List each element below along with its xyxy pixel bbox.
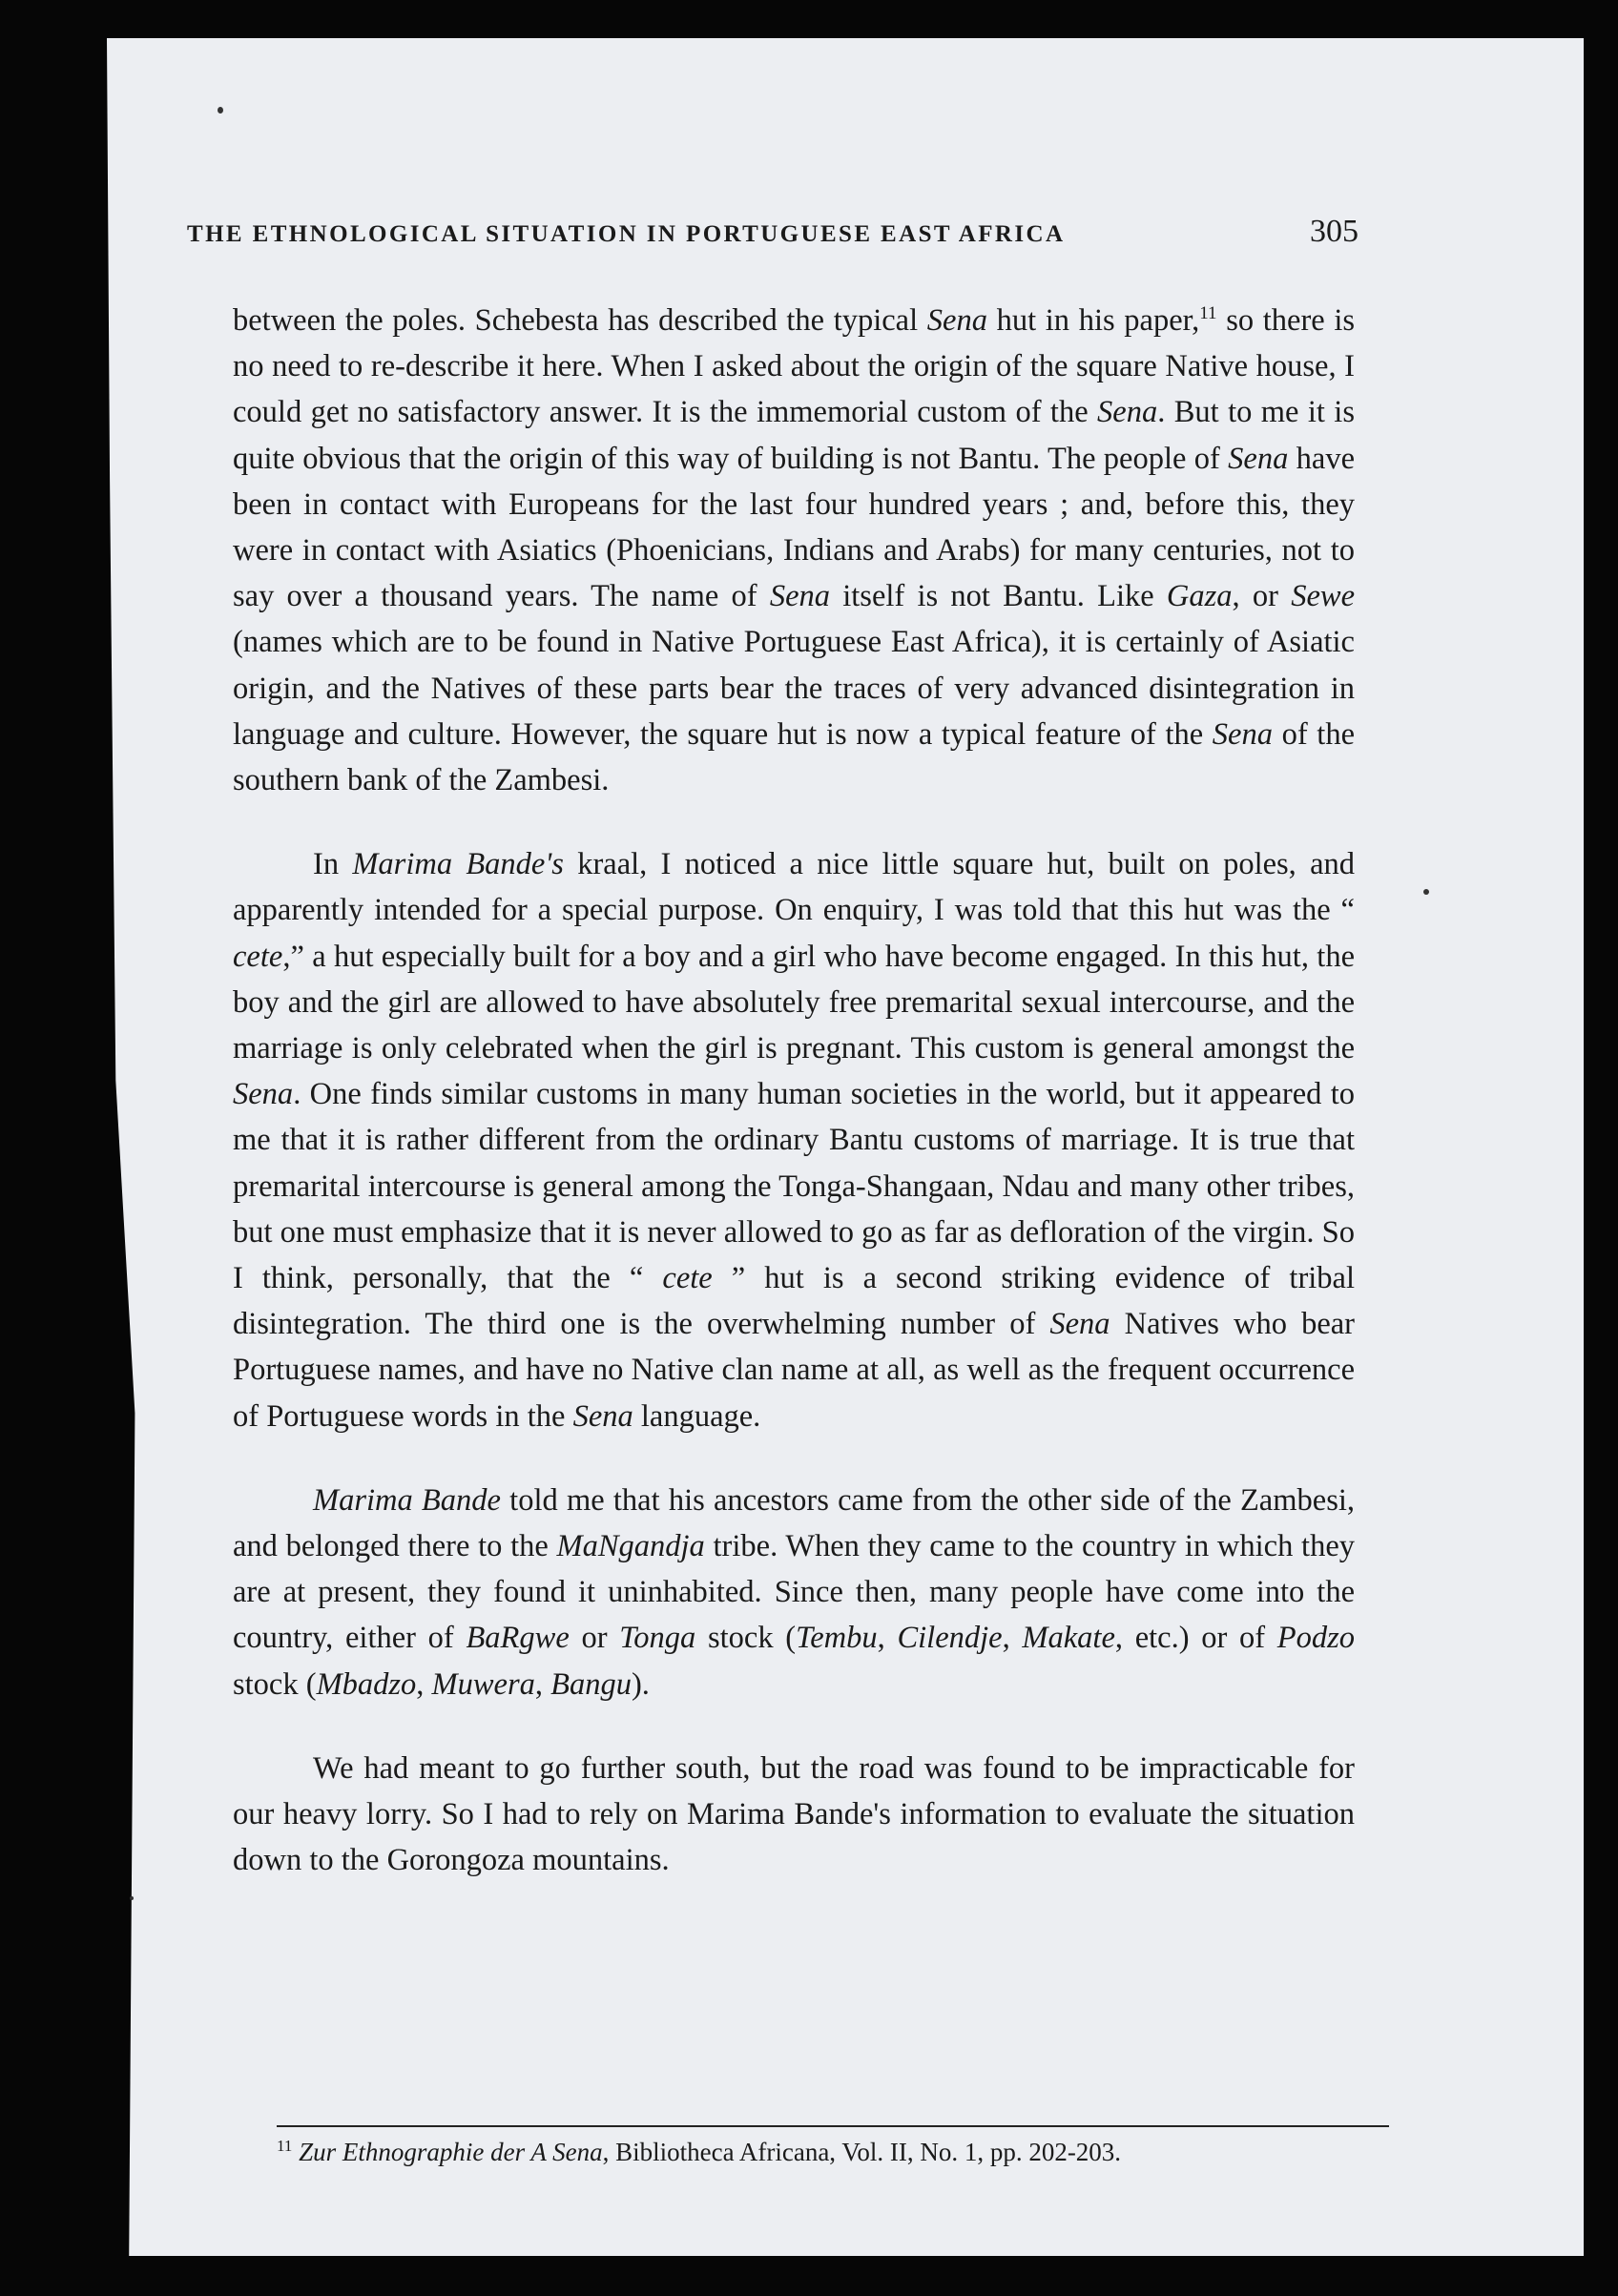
italic-text: Podzo	[1276, 1621, 1356, 1656]
text-run: In	[313, 847, 353, 882]
text-run: ).	[631, 1666, 650, 1702]
footnote	[277, 2133, 1399, 2171]
text-run: ” hut is a second striking evidence of tribal disintegration. The third one is the overwhelming number of	[233, 1261, 1355, 1342]
italic-text: Sewe	[1291, 579, 1355, 614]
italic-text: Muwera	[431, 1666, 535, 1702]
italic-text: Sena	[769, 579, 830, 614]
paragraph	[233, 1478, 1355, 1707]
body-text	[233, 298, 1355, 1884]
italic-text: Sena	[1049, 1307, 1110, 1342]
italic-text: Sena	[1097, 395, 1158, 430]
footnote-rule	[277, 2125, 1389, 2127]
italic-text: Sena	[233, 1077, 294, 1112]
text-run: or	[569, 1621, 620, 1656]
italic-text: Mbadzo	[316, 1666, 417, 1702]
italic-text: Makate	[1022, 1621, 1115, 1656]
text-run: ,	[1002, 1621, 1023, 1656]
italic-text: Zur Ethnographie der A Sena	[299, 2138, 603, 2166]
text-run: language.	[633, 1398, 761, 1434]
text-run: stock (	[695, 1621, 797, 1656]
text-run: stock (	[233, 1666, 317, 1702]
text-run: . But to me it is quite obvious that the origin of this way of building is not Bantu. The people of	[233, 395, 1355, 476]
paragraph	[233, 841, 1355, 1439]
italic-text: Bangu	[550, 1666, 632, 1702]
italic-text: Gaza	[1166, 579, 1233, 614]
dust-speck	[218, 107, 223, 114]
text-run: itself is not Bantu. Like	[830, 579, 1167, 614]
text-run: ,	[534, 1666, 551, 1702]
text-run: Natives who bear Portuguese names, and have no Native clan name at all, as well as the frequent occurrence of Portuguese words in the	[233, 1307, 1356, 1434]
text-run: told me that his ancestors came from the other side of the Zambesi, and belonged there to the	[233, 1482, 1355, 1564]
paragraph	[233, 298, 1355, 803]
text-run: We had meant to go further south, but the road was found to be impracticable for our heavy lorry. So I had to rely on Marima Bande's information to evaluate the situation down to the Gorongoza mountains.	[233, 1750, 1355, 1878]
dust-speck	[1423, 889, 1429, 895]
text-run: hut in his paper,	[986, 303, 1200, 338]
footnote-ref: 11	[277, 2137, 293, 2155]
italic-text: Sena	[1212, 716, 1273, 752]
italic-text: Sena	[926, 303, 987, 338]
italic-text: Marima Bande	[313, 1482, 501, 1518]
page-number: 305	[1310, 214, 1359, 249]
text-run: , etc.) or of	[1114, 1621, 1277, 1656]
italic-text: Tonga	[619, 1621, 696, 1656]
text-run: , Bibliotheca Africana, Vol. II, No. 1, pp. 202-203.	[602, 2138, 1122, 2166]
italic-text: cete	[233, 939, 283, 974]
text-run: . One finds similar customs in many human societies in the world, but it appeared to me that it is rather different from the ordinary Bantu customs of marriage. It is true that premarital intercourse is general among the Tonga-Shangaan, Ndau and many other tribes, but one must emphasize that it is never allowed to go as far as defloration of the virgin. So I think, personally, that the “	[233, 1077, 1355, 1296]
dust-speck	[130, 1896, 134, 1900]
text-run: tribe. When they came to the country in which they are at present, they found it uninhabited. Since then, many people have come into the country, either of	[233, 1529, 1355, 1656]
text-run: ,	[877, 1621, 898, 1656]
italic-text: BaRgwe	[466, 1621, 570, 1656]
text-run: , or	[1232, 579, 1292, 614]
text-run: (names which are to be found in Native Portuguese East Africa), it is certainly of Asiatic origin, and the Natives of these parts bear the traces of very advanced disintegration in language and culture. However, the square hut is now a typical feature of the	[233, 625, 1355, 752]
text-run: kraal, I noticed a nice little square hut, built on poles, and apparently intended for a special purpose. On enquiry, I was told that this hut was the “	[233, 847, 1355, 928]
italic-text: Sena	[1228, 441, 1289, 476]
italic-text: cete	[662, 1261, 713, 1296]
text-run: of the southern bank of the Zambesi.	[233, 716, 1355, 798]
running-head: THE ETHNOLOGICAL SITUATION IN PORTUGUESE EAST AFRICA	[187, 221, 1066, 247]
page-header	[187, 214, 1359, 250]
italic-text: Tembu	[796, 1621, 878, 1656]
text-run: have been in contact with Europeans for the last four hundred years ; and, before this, they were in contact with Asiatics (Phoenicians, Indians and Arabs) for many centuries, not to say over a thousand years. The name of	[233, 441, 1355, 614]
footnote-ref: 11	[1199, 303, 1217, 324]
italic-text: Marima Bande's	[352, 847, 564, 882]
text-run: so there is no need to re-describe it here. When I asked about the origin of the square Native house, I could get no satisfactory answer. It is the immemorial custom of the	[233, 303, 1356, 430]
italic-text: Cilendje	[897, 1621, 1003, 1656]
italic-text: MaNgandja	[556, 1529, 705, 1564]
text-run: ,” a hut especially built for a boy and a girl who have become engaged. In this hut, the boy and the girl are allowed to have absolutely free premarital sexual intercourse, and the marriage is only celebrated when the girl is pregnant. This custom is general amongst the	[233, 939, 1355, 1066]
text-run: between the poles. Schebesta has described the typical	[233, 303, 927, 338]
italic-text: Sena	[572, 1398, 633, 1434]
text-run: ,	[416, 1666, 432, 1702]
paragraph	[233, 1746, 1355, 1884]
